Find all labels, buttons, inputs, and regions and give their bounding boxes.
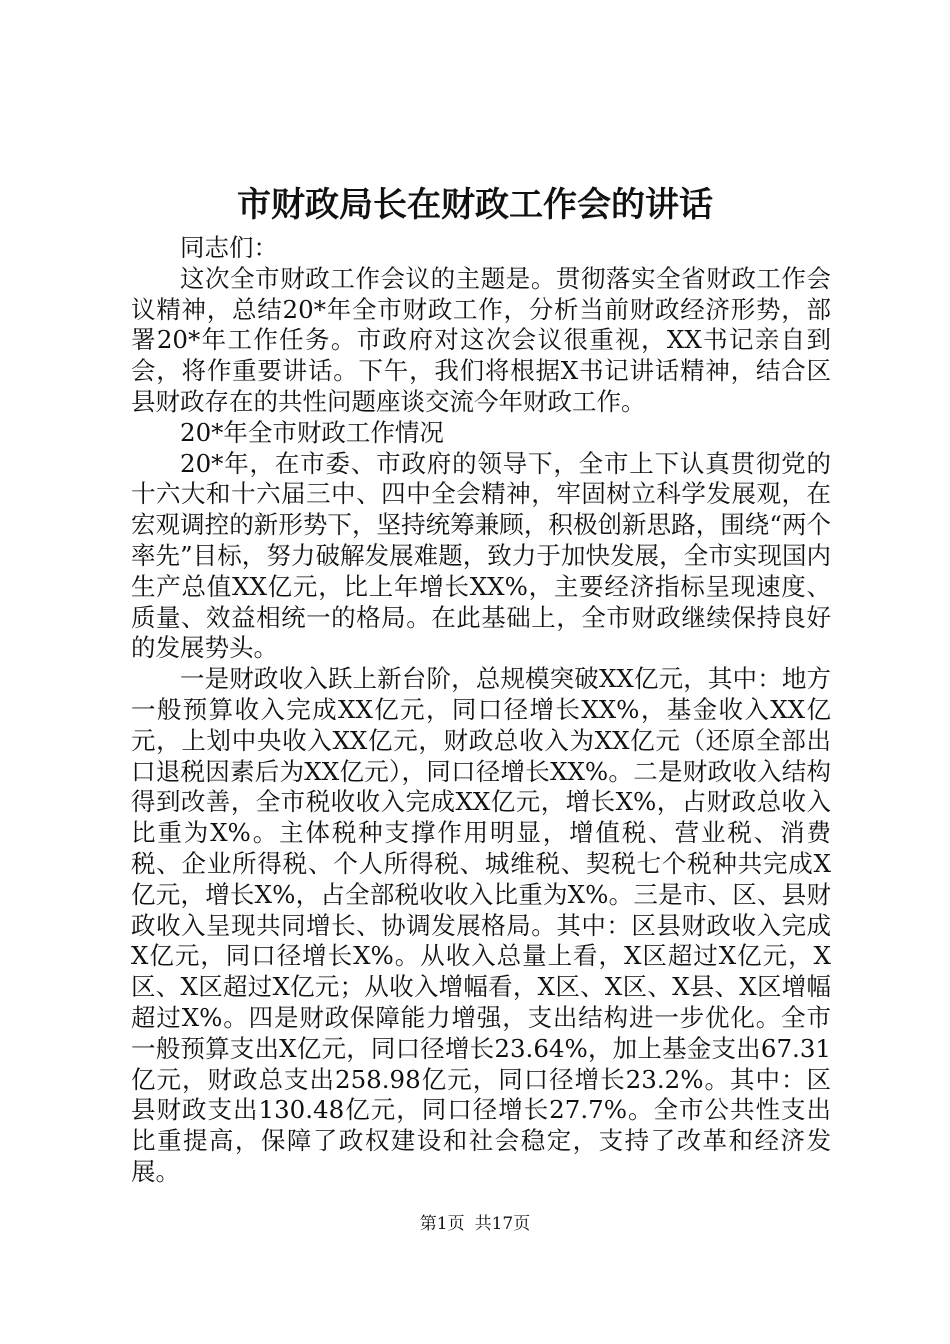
- section-heading: 20*年全市财政工作情况: [180, 417, 444, 447]
- page-footer: [0, 1212, 950, 1236]
- page-number: 第1页: [419, 1214, 465, 1234]
- document-body: [131, 233, 831, 1188]
- details-paragraph: 一是财政收入跃上新台阶，总规模突破XX亿元，其中：地方一般预算收入完成XX亿元，同口径增长XX%，基金收入XX亿元，上划中央收入XX亿元，财政总收入为XX亿元（还原全部出口退税因素后为XX亿元），同口径增长XX%。二是财政收入结构得到改善，全市税收收入完成XX亿元，增长X%，占财政总收入比重为X%。主体税种支撑作用明显，增值税、营业税、消费税、企业所得税、个人所得税、城维税、契税七个税种共完成X亿元，增长X%，占全部税收收入比重为X%。三是市、区、县财政收入呈现共同增长、协调发展格局。其中：区县财政收入完成X亿元，同口径增长X%。从收入总量上看，X区超过X亿元，X区、X区超过X亿元；从收入增幅看，X区、X区、X县、X区增幅超过X%。四是财政保障能力增强，支出结构进一步优化。全市一般预算支出X亿元，同口径增长23.64%，加上基金支出67.31亿元，财政总支出258.98亿元，同口径增长23.2%。其中：区县财政支出130.48亿元，同口径增长27.7%。全市公共性支出比重提高，保障了政权建设和社会稳定，支持了改革和经济发展。: [131, 664, 831, 1186]
- intro-paragraph: 这次全市财政工作会议的主题是。贯彻落实全省财政工作会议精神，总结20*年全市财政工作，分析当前财政经济形势，部署20*年工作任务。市政府对这次会议很重视，XX书记亲自到会，将作重要讲话。下午，我们将根据X书记讲话精神，结合区县财政存在的共性问题座谈交流今年财政工作。: [131, 263, 831, 416]
- page-total: 共17页: [474, 1214, 531, 1234]
- document-title: 市财政局长在财政工作会的讲话: [237, 185, 713, 225]
- overview-paragraph: 20*年，在市委、市政府的领导下，全市上下认真贯彻党的十六大和十六届三中、四中全会精神，牢固树立科学发展观，在宏观调控的新形势下，坚持统筹兼顾，积极创新思路，围绕“两个率先”目标，努力破解发展难题，致力于加快发展，全市实现国内生产总值XX亿元，比上年增长XX%，主要经济指标呈现速度、质量、效益相统一的格局。在此基础上，全市财政继续保持良好的发展势头。: [131, 448, 831, 663]
- salutation-paragraph: 同志们：: [180, 233, 278, 262]
